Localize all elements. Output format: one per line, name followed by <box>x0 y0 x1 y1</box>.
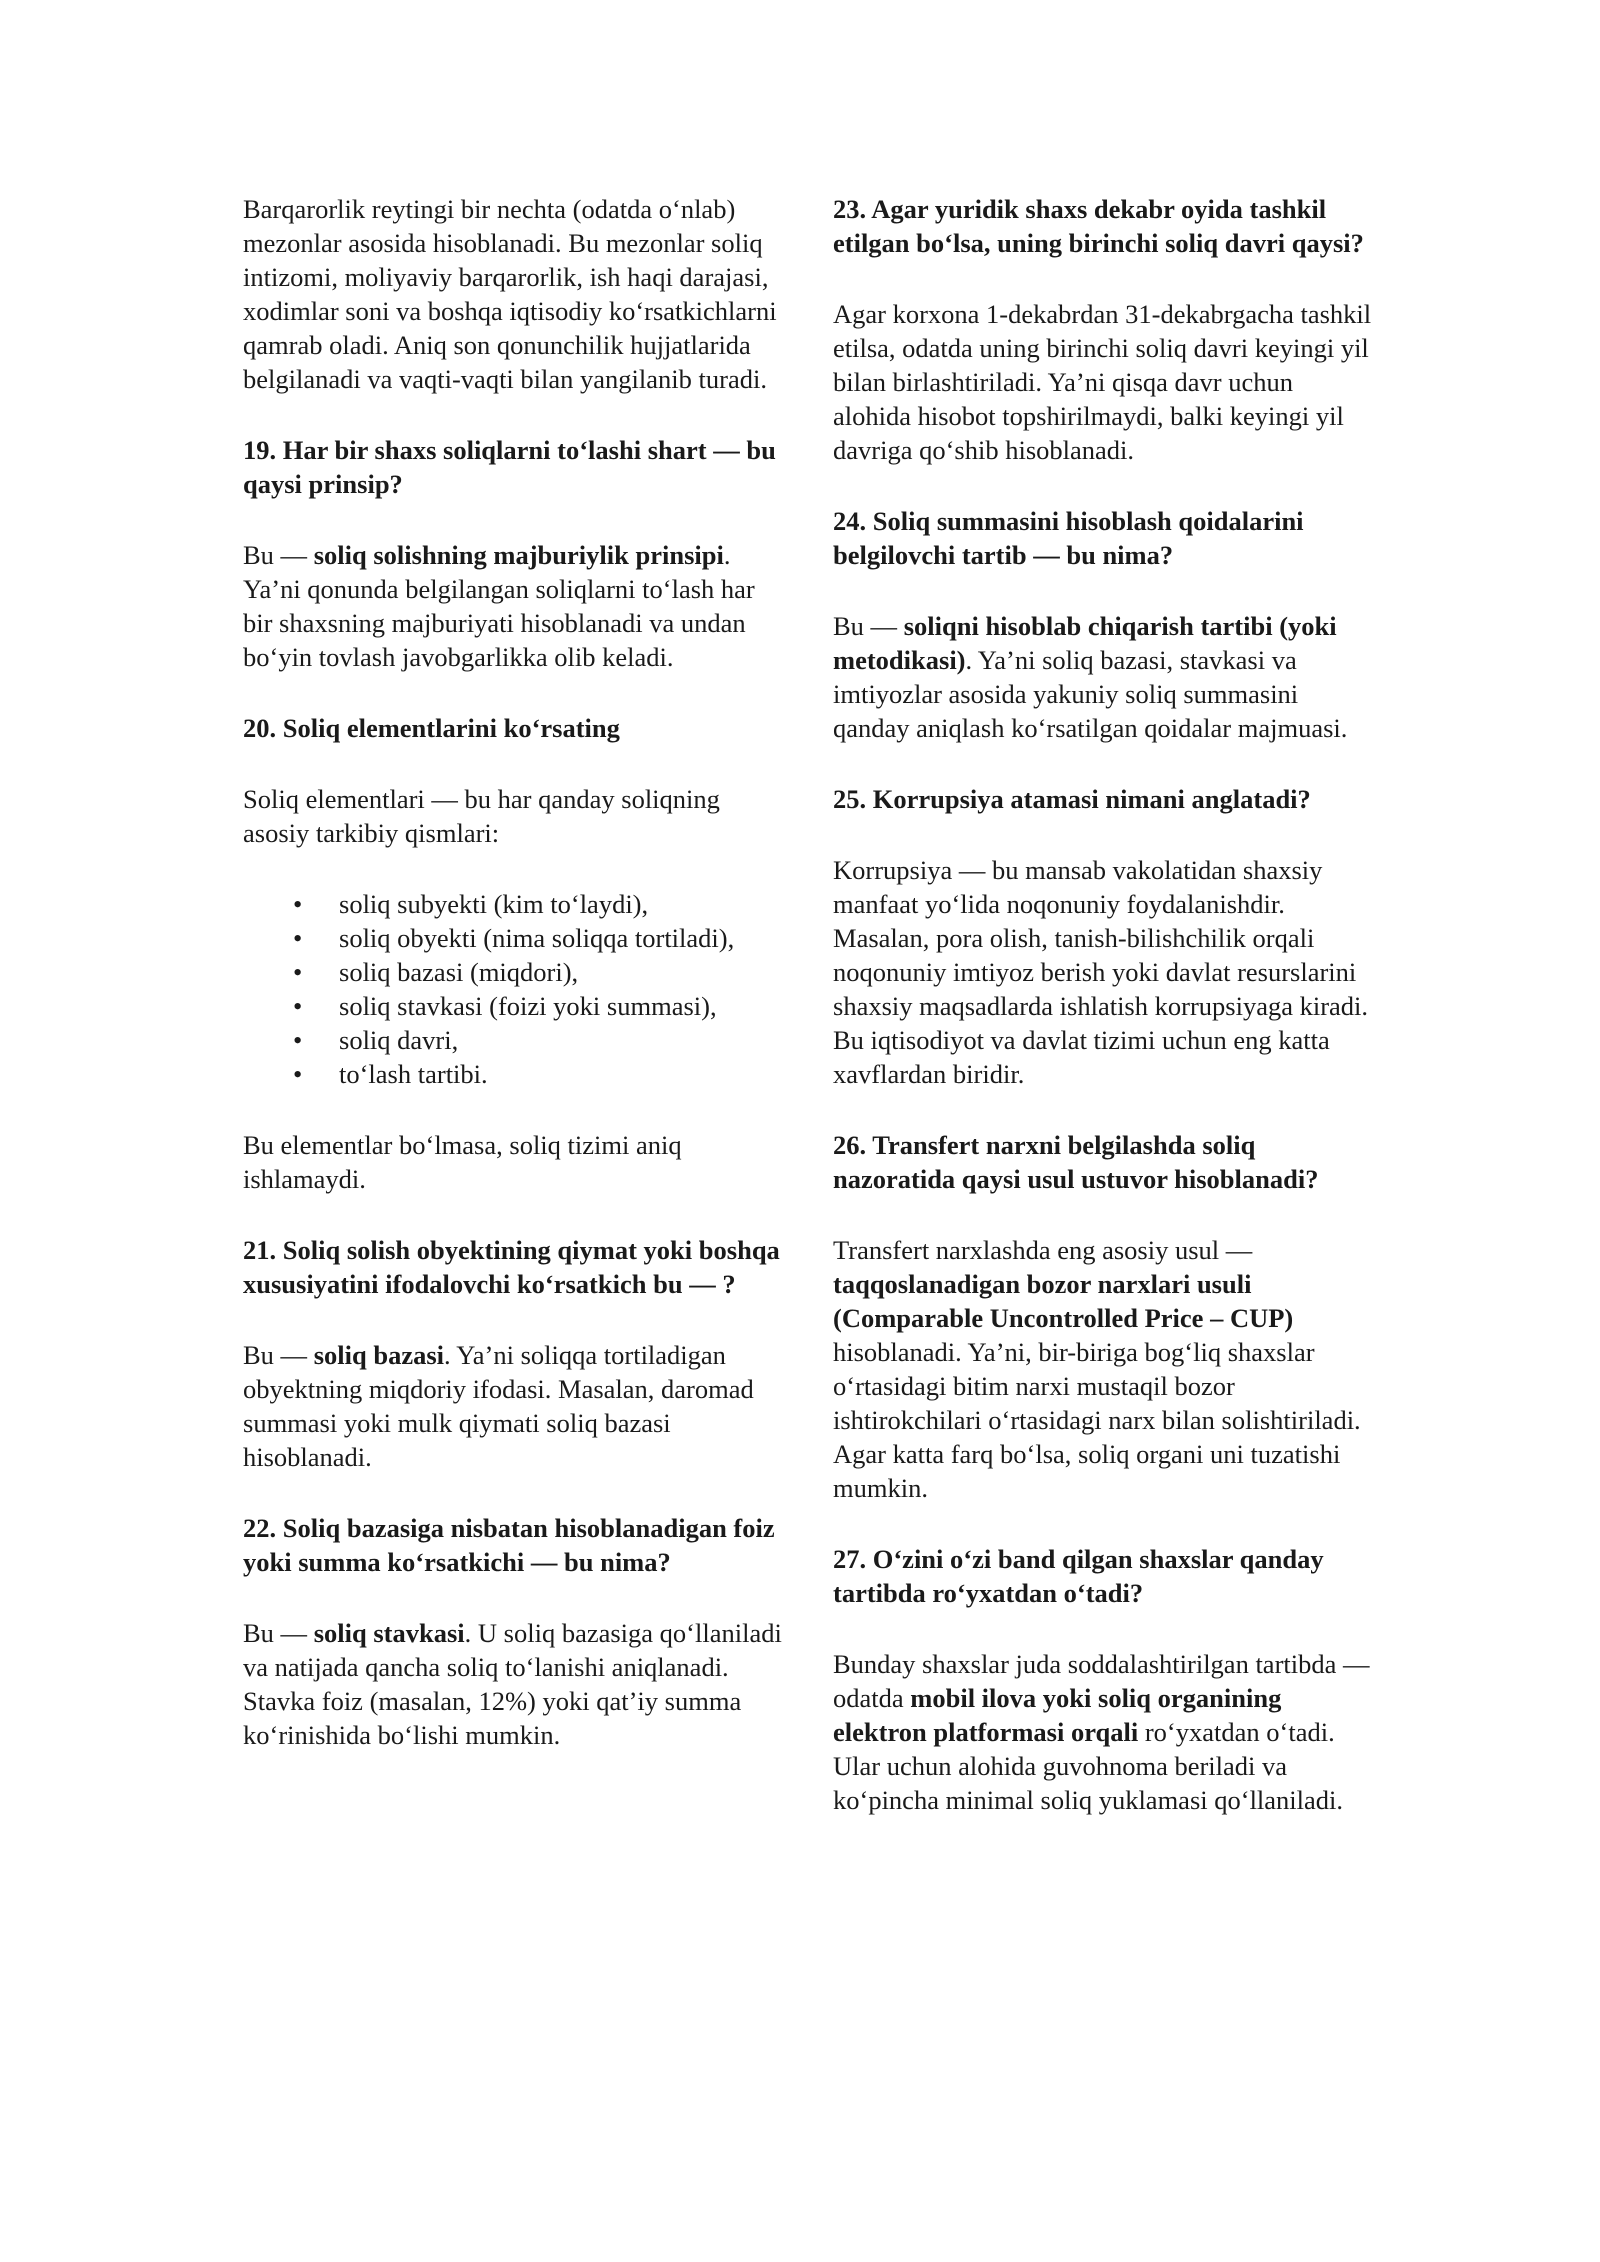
bullet-icon: • <box>293 1059 303 1089</box>
question-26: 26. Transfert narxni belgilashda soliq nazoratida qaysi usul ustuvor hisoblanadi? <box>833 1130 1319 1194</box>
answer-21-text: . Ya’ni soliqqa tortiladigan obyektning miqdoriy ifodasi. Masalan, daromad summasi yoki mulk qiymati soliq bazasi hisoblanadi. <box>243 1340 754 1472</box>
answer-19-term: soliq solishning majburiylik prinsipi <box>313 540 724 570</box>
list-item-text: soliq obyekti (nima soliqqa tortiladi), <box>339 923 735 953</box>
list-item <box>243 955 783 989</box>
list-item <box>243 887 783 921</box>
answer-27 <box>833 1647 1373 1817</box>
list-item-text: soliq subyekti (kim to‘laydi), <box>339 889 649 919</box>
question-22: 22. Soliq bazasiga nisbatan hisoblanadigan foiz yoki summa ko‘rsatkichi — bu nima? <box>243 1513 775 1577</box>
answer-19-lead: Bu — <box>243 540 314 570</box>
list-item <box>243 1057 783 1091</box>
answer-20-intro: Soliq elementlari — bu har qanday soliqning asosiy tarkibiy qismlari: <box>243 784 720 848</box>
question-19: 19. Har bir shaxs soliqlarni to‘lashi shart — bu qaysi prinsip? <box>243 435 776 499</box>
list-item <box>243 921 783 955</box>
answer-22-lead: Bu — <box>243 1618 314 1648</box>
bullet-icon: • <box>293 991 303 1021</box>
question-23: 23. Agar yuridik shaxs dekabr oyida tashkil etilgan bo‘lsa, uning birinchi soliq davri qaysi? <box>833 194 1364 258</box>
right-column <box>833 192 1373 1854</box>
list-item <box>243 1023 783 1057</box>
answer-22-term: soliq stavkasi <box>313 1618 465 1648</box>
list-item-text: soliq bazasi (miqdori), <box>339 957 579 987</box>
answer-21-term: soliq bazasi <box>313 1340 445 1370</box>
list-item-text: soliq davri, <box>339 1025 459 1055</box>
question-25: 25. Korrupsiya atamasi nimani anglatadi? <box>833 784 1311 814</box>
tax-elements-list <box>243 887 783 1091</box>
list-item-text: soliq stavkasi (foizi yoki summasi), <box>339 991 717 1021</box>
answer-24 <box>833 609 1373 745</box>
answer-24-term: soliqni hisoblab chiqarish tartibi (yoki metodikasi) <box>833 611 1337 675</box>
answer-21 <box>243 1338 783 1474</box>
intro-paragraph: Barqarorlik reytingi bir nechta (odatda o‘nlab) mezonlar asosida hisoblanadi. Bu mezonlar soliq intizomi, moliyaviy barqarorlik, ish haqi darajasi, xodimlar soni va boshqa iqtisodiy ko‘rsatkichlarni qamrab oladi. Aniq son qonunchilik hujjatlarida belgilanadi va vaqti-vaqti bilan yangilanib turadi. <box>243 194 777 394</box>
answer-22 <box>243 1616 783 1752</box>
answer-27-lead: Bunday shaxslar juda soddalashtirilgan tartibda — odatda <box>833 1649 1370 1713</box>
answer-26-term: taqqoslanadigan bozor narxlari usuli (Comparable Uncontrolled Price – CUP) <box>833 1269 1294 1333</box>
answer-26-text: hisoblanadi. Ya’ni, bir-biriga bog‘liq shaxslar o‘rtasidagi bitim narxi mustaqil bozor ishtirokchilari o‘rtasidagi narx bilan solishtiriladi. Agar katta farq bo‘lsa, soliq organi uni tuzatishi mumkin. <box>833 1337 1361 1503</box>
list-item-text: to‘lash tartibi. <box>339 1059 488 1089</box>
answer-20-outro: Bu elementlar bo‘lmasa, soliq tizimi aniq ishlamaydi. <box>243 1130 682 1194</box>
answer-23: Agar korxona 1-dekabrdan 31-dekabrgacha tashkil etilsa, odatda uning birinchi soliq davri keyingi yil bilan birlashtiriladi. Ya’ni qisqa davr uchun alohida hisobot topshirilmaydi, balki keyingi yil davriga qo‘shib hisoblanadi. <box>833 299 1372 465</box>
bullet-icon: • <box>293 923 303 953</box>
bullet-icon: • <box>293 889 303 919</box>
question-27: 27. O‘zini o‘zi band qilgan shaxslar qanday tartibda ro‘yxatdan o‘tadi? <box>833 1544 1324 1608</box>
answer-26 <box>833 1233 1373 1505</box>
answer-21-lead: Bu — <box>243 1340 314 1370</box>
answer-27-term: mobil ilova yoki soliq organining elektron platformasi orqali <box>833 1683 1282 1747</box>
bullet-icon: • <box>293 1025 303 1055</box>
question-21: 21. Soliq solish obyektining qiymat yoki boshqa xususiyatini ifodalovchi ko‘rsatkich bu — ? <box>243 1235 780 1299</box>
answer-25: Korrupsiya — bu mansab vakolatidan shaxsiy manfaat yo‘lida noqonuniy foydalanishdir. Masalan, pora olish, tanish-bilishchilik orqali noqonuniy imtiyoz berish yoki davlat resurslarini shaxsiy maqsadlarda ishlatish korrupsiyaga kiradi. Bu iqtisodiyot va davlat tizimi uchun eng katta xavflardan biridir. <box>833 855 1369 1089</box>
question-20: 20. Soliq elementlarini ko‘rsating <box>243 713 620 743</box>
answer-19-text: . Ya’ni qonunda belgilangan soliqlarni to‘lash har bir shaxsning majburiyati hisoblanadi va undan bo‘yin tovlash javobgarlikka olib keladi. <box>243 540 755 672</box>
bullet-icon: • <box>293 957 303 987</box>
answer-27-text: ro‘yxatdan o‘tadi. Ular uchun alohida guvohnoma beriladi va ko‘pincha minimal soliq yuklamasi qo‘llaniladi. <box>833 1717 1344 1815</box>
answer-22-text: . U soliq bazasiga qo‘llaniladi va natijada qancha soliq to‘lanishi aniqlanadi. Stavka foiz (masalan, 12%) yoki qat’iy summa ko‘rinishida bo‘lishi mumkin. <box>243 1618 782 1750</box>
answer-19 <box>243 538 783 674</box>
answer-24-text: . Ya’ni soliq bazasi, stavkasi va imtiyozlar asosida yakuniy soliq summasini qanday aniqlash ko‘rsatilgan qoidalar majmuasi. <box>833 645 1348 743</box>
question-24: 24. Soliq summasini hisoblash qoidalarini belgilovchi tartib — bu nima? <box>833 506 1304 570</box>
left-column <box>243 192 783 1789</box>
list-item <box>243 989 783 1023</box>
answer-24-lead: Bu — <box>833 611 904 641</box>
answer-26-lead: Transfert narxlashda eng asosiy usul — <box>833 1235 1253 1265</box>
